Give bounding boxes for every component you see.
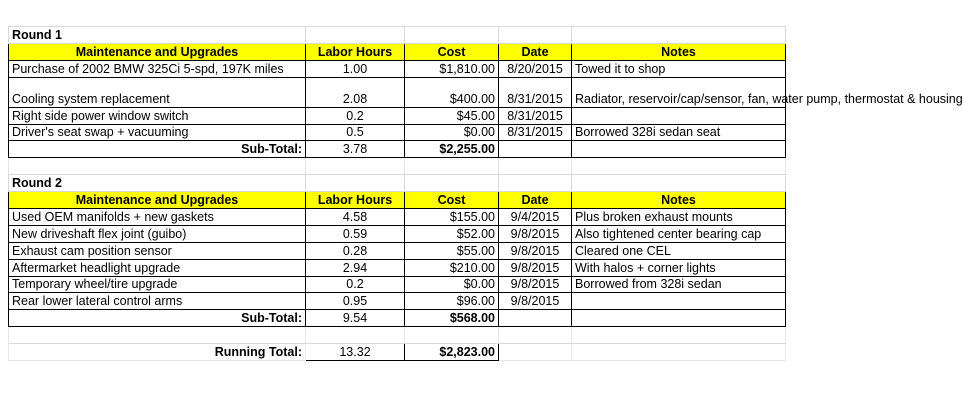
round2-header-row	[9, 192, 786, 209]
round1-title-row	[9, 27, 786, 44]
empty-cell[interactable]	[572, 158, 786, 175]
table-row	[9, 77, 786, 107]
empty-cell[interactable]	[306, 327, 405, 344]
item-cell[interactable]: Right side power window switch	[9, 107, 306, 124]
spacer-row	[9, 327, 786, 344]
date-cell[interactable]: 8/20/2015	[499, 60, 572, 77]
hours-cell[interactable]: 4.58	[306, 209, 405, 226]
hours-cell[interactable]: 0.5	[306, 124, 405, 141]
item-cell[interactable]: Used OEM manifolds + new gaskets	[9, 209, 306, 226]
round1-header-row	[9, 43, 786, 60]
round2-title-row	[9, 175, 786, 192]
empty-cell[interactable]	[499, 27, 572, 44]
cost-cell[interactable]: $0.00	[405, 124, 499, 141]
table-row	[9, 242, 786, 259]
date-cell[interactable]: 8/31/2015	[499, 107, 572, 124]
item-cell[interactable]: Exhaust cam position sensor	[9, 242, 306, 259]
cost-cell[interactable]: $400.00	[405, 77, 499, 107]
empty-cell[interactable]	[572, 27, 786, 44]
hours-cell[interactable]: 0.95	[306, 293, 405, 310]
subtotal-label[interactable]: Sub-Total:	[9, 141, 306, 158]
hours-cell[interactable]: 0.28	[306, 242, 405, 259]
empty-cell[interactable]	[499, 175, 572, 192]
cost-cell[interactable]: $96.00	[405, 293, 499, 310]
round2-subtotal-row	[9, 310, 786, 327]
date-cell[interactable]: 9/8/2015	[499, 225, 572, 242]
notes-cell[interactable]	[572, 293, 786, 310]
notes-cell[interactable]: Borrowed from 328i sedan	[572, 276, 786, 293]
notes-cell[interactable]	[572, 107, 786, 124]
header-cost[interactable]: Cost	[405, 43, 499, 60]
empty-cell[interactable]	[405, 327, 499, 344]
empty-cell[interactable]	[499, 141, 572, 158]
maintenance-spreadsheet	[8, 26, 963, 361]
empty-cell[interactable]	[572, 327, 786, 344]
running-total-hours[interactable]: 13.32	[306, 344, 405, 361]
empty-cell[interactable]	[572, 175, 786, 192]
subtotal-cost[interactable]: $568.00	[405, 310, 499, 327]
item-cell[interactable]: New driveshaft flex joint (guibo)	[9, 225, 306, 242]
item-cell[interactable]: Cooling system replacement	[9, 77, 306, 107]
cost-cell[interactable]: $55.00	[405, 242, 499, 259]
subtotal-hours[interactable]: 9.54	[306, 310, 405, 327]
hours-cell[interactable]: 0.2	[306, 107, 405, 124]
empty-cell[interactable]	[499, 310, 572, 327]
table-row	[9, 225, 786, 242]
date-cell[interactable]: 9/4/2015	[499, 209, 572, 226]
date-cell[interactable]: 8/31/2015	[499, 124, 572, 141]
cost-cell[interactable]: $210.00	[405, 259, 499, 276]
cost-cell[interactable]: $1,810.00	[405, 60, 499, 77]
header-cost[interactable]: Cost	[405, 192, 499, 209]
subtotal-hours[interactable]: 3.78	[306, 141, 405, 158]
header-maintenance[interactable]: Maintenance and Upgrades	[9, 43, 306, 60]
empty-cell[interactable]	[499, 327, 572, 344]
empty-cell[interactable]	[572, 141, 786, 158]
header-notes[interactable]: Notes	[572, 43, 786, 60]
empty-cell[interactable]	[572, 310, 786, 327]
empty-cell[interactable]	[572, 344, 786, 361]
empty-cell[interactable]	[9, 327, 306, 344]
empty-cell[interactable]	[306, 27, 405, 44]
running-total-cost[interactable]: $2,823.00	[405, 344, 499, 361]
item-cell[interactable]: Aftermarket headlight upgrade	[9, 259, 306, 276]
table-row	[9, 107, 786, 124]
date-cell[interactable]: 9/8/2015	[499, 242, 572, 259]
notes-cell[interactable]: Also tightened center bearing cap	[572, 225, 786, 242]
running-total-row	[9, 344, 786, 361]
item-cell[interactable]: Temporary wheel/tire upgrade	[9, 276, 306, 293]
cost-cell[interactable]: $52.00	[405, 225, 499, 242]
item-cell[interactable]: Rear lower lateral control arms	[9, 293, 306, 310]
empty-cell[interactable]	[306, 158, 405, 175]
notes-cell[interactable]: With halos + corner lights	[572, 259, 786, 276]
header-date[interactable]: Date	[499, 43, 572, 60]
hours-cell[interactable]: 0.59	[306, 225, 405, 242]
header-date[interactable]: Date	[499, 192, 572, 209]
running-total-label[interactable]: Running Total:	[9, 344, 306, 361]
cost-cell[interactable]: $155.00	[405, 209, 499, 226]
header-notes[interactable]: Notes	[572, 192, 786, 209]
table-row	[9, 60, 786, 77]
cost-cell[interactable]: $45.00	[405, 107, 499, 124]
hours-cell[interactable]: 0.2	[306, 276, 405, 293]
header-labor-hours[interactable]: Labor Hours	[306, 192, 405, 209]
notes-cell[interactable]: Plus broken exhaust mounts	[572, 209, 786, 226]
round1-subtotal-row	[9, 141, 786, 158]
empty-cell[interactable]	[499, 158, 572, 175]
empty-cell[interactable]	[9, 158, 306, 175]
header-maintenance[interactable]: Maintenance and Upgrades	[9, 192, 306, 209]
empty-cell[interactable]	[499, 344, 572, 361]
hours-cell[interactable]: 2.08	[306, 77, 405, 107]
table-row	[9, 124, 786, 141]
date-cell[interactable]: 9/8/2015	[499, 259, 572, 276]
subtotal-cost[interactable]: $2,255.00	[405, 141, 499, 158]
hours-cell[interactable]: 2.94	[306, 259, 405, 276]
table-row	[9, 293, 786, 310]
item-cell[interactable]: Driver's seat swap + vacuuming	[9, 124, 306, 141]
table-row	[9, 259, 786, 276]
hours-cell[interactable]: 1.00	[306, 60, 405, 77]
date-cell[interactable]: 9/8/2015	[499, 293, 572, 310]
date-cell[interactable]: 8/31/2015	[499, 77, 572, 107]
spacer-row	[9, 158, 786, 175]
notes-cell[interactable]: Radiator, reservoir/cap/sensor, fan, water pump, thermostat & housing	[572, 77, 786, 107]
empty-cell[interactable]	[405, 175, 499, 192]
empty-cell[interactable]	[405, 27, 499, 44]
notes-cell[interactable]: Borrowed 328i sedan seat	[572, 124, 786, 141]
round2-title[interactable]: Round 2	[9, 175, 306, 192]
table-row	[9, 209, 786, 226]
notes-cell[interactable]: Cleared one CEL	[572, 242, 786, 259]
date-cell[interactable]: 9/8/2015	[499, 276, 572, 293]
notes-cell[interactable]: Towed it to shop	[572, 60, 786, 77]
item-cell[interactable]: Purchase of 2002 BMW 325Ci 5-spd, 197K miles	[9, 60, 306, 77]
subtotal-label[interactable]: Sub-Total:	[9, 310, 306, 327]
header-labor-hours[interactable]: Labor Hours	[306, 43, 405, 60]
table-row	[9, 276, 786, 293]
cost-cell[interactable]: $0.00	[405, 276, 499, 293]
empty-cell[interactable]	[405, 158, 499, 175]
empty-cell[interactable]	[306, 175, 405, 192]
round1-title[interactable]: Round 1	[9, 27, 306, 44]
